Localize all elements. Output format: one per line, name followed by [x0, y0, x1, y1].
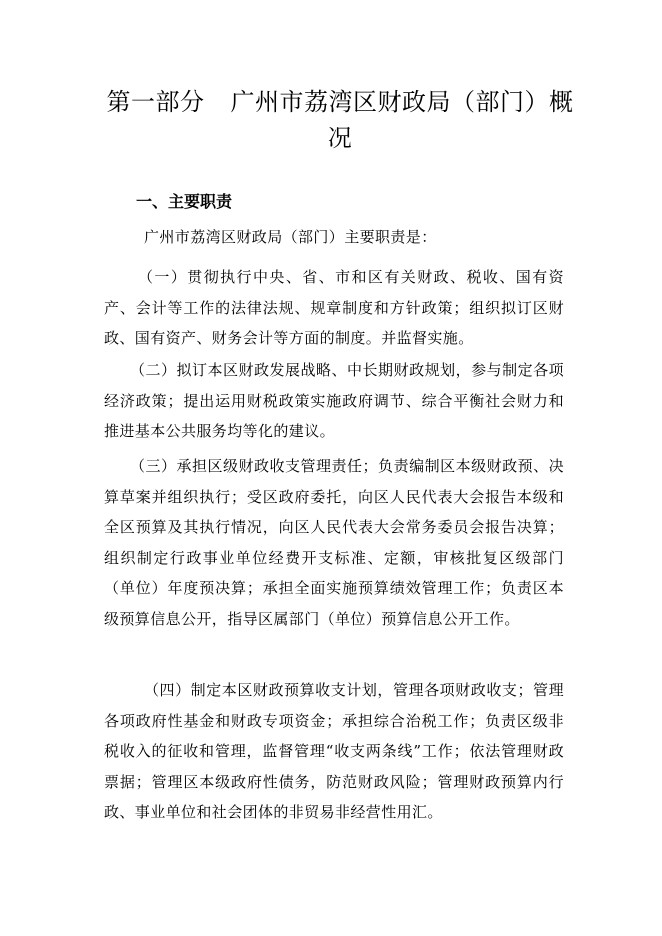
- duty-paragraph-2: （二）拟订本区财政发展战略、中长期财政规划，参与制定各项经济政策；提出运用财税政策实施政府调节、综合平衡社会财力和推进基本公共服务均等化的建议。: [104, 361, 564, 440]
- page-title: [100, 84, 580, 156]
- intro-paragraph: 广州市荔湾区财政局（部门）主要职责是：: [144, 228, 437, 246]
- part-label: 第一部分: [106, 88, 205, 116]
- section-heading: 一、主要职责: [136, 192, 233, 211]
- part-title: 广州市荔湾区财政局（部门）概况: [230, 88, 574, 152]
- duty-paragraph-1: （一）贯彻执行中央、省、市和区有关财政、税收、国有资产、会计等工作的法律法规、规章制度和方针政策；组织拟订区财政、国有资产、财务会计等方面的制度。并监督实施。: [104, 268, 564, 347]
- duty-paragraph-4: （四）制定本区财政预算收支计划，管理各项财政收支；管理各项政府性基金和财政专项资金；承担综合治税工作；负责区级非税收入的征收和管理，监督管理“收支两条线”工作；依法管理财政票据；管理区本级政府性债务，防范财政风险；管理财政预算内行政、事业单位和社会团体的非贸易非经营性用汇。: [104, 681, 564, 821]
- duty-paragraph-3: （三）承担区级财政收支管理责任；负责编制区本级财政预、决算草案并组织执行；受区政府委托，向区人民代表大会报告本级和全区预算及其执行情况，向区人民代表大会常务委员会报告决算；组织制定行政事业单位经费开支标准、定额，审核批复区级部门（单位）年度预决算；承担全面实施预算绩效管理工作；负责区本级预算信息公开，指导区属部门（单位）预算信息公开工作。: [104, 457, 564, 628]
